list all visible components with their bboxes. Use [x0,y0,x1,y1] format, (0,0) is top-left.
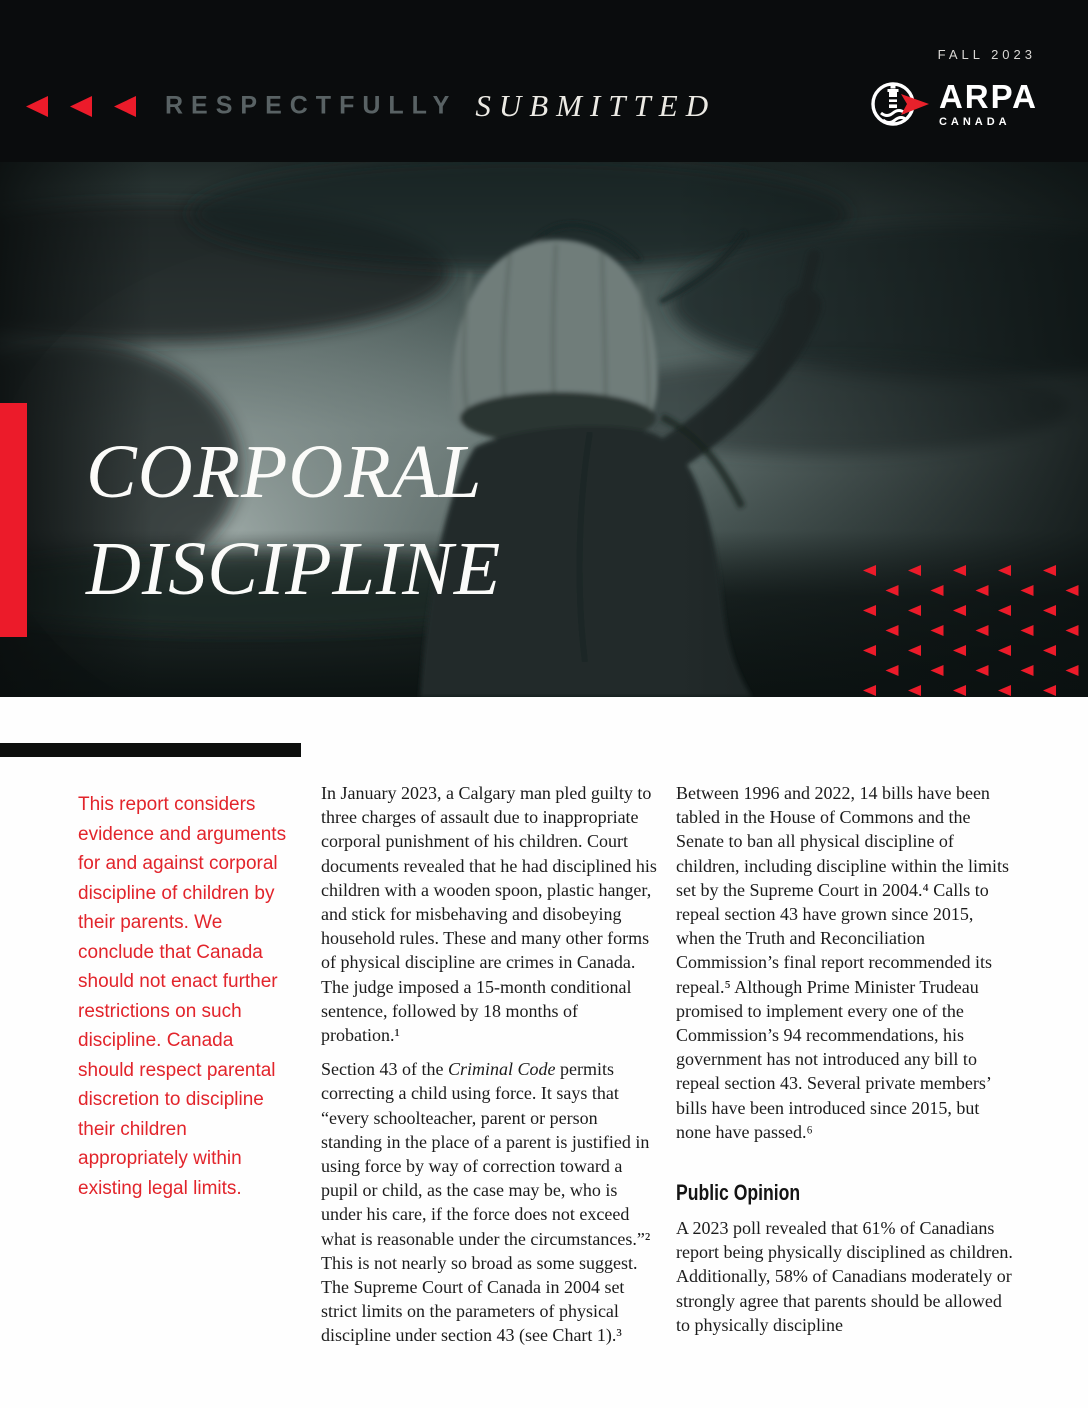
lighthouse-circle-icon [859,72,931,136]
logo-text [939,80,1038,128]
red-accent-bar [0,403,27,637]
italic-citation: Criminal Code [447,1059,556,1080]
logo-name: ARPA [938,78,1038,115]
arpa-logo [859,72,1038,136]
issue-date: FALL 2023 [937,47,1036,62]
intro-callout: This report considers evidence and arguments for and against corporal discipline of children by their parents. We conclude that Canada should not enact further restrictions on such discipline. Canada should respect parental discretion to discipline their children appropriately within existing legal limits. [78,794,287,1199]
series-title [165,88,716,124]
public-opinion-heading: Public Opinion [676,1180,801,1206]
page-title [86,424,501,618]
series-word-submitted: SUBMITTED [475,88,717,123]
paragraph: A 2023 poll revealed that 61% of Canadians report being physically disciplined as children. Additionally, 58% of Canadians moderately or strongly agree that parents should be allowed to physically discipline [676,1218,1013,1335]
paragraph-text: Section 43 of the [321,1059,448,1080]
section-divider [0,743,301,757]
triangle-pattern [862,562,1088,697]
hero-image [0,162,1088,697]
paragraph: Between 1996 and 2022, 14 bills have been tabled in the House of Commons and the Senate to ban all physical discipline of children, including discipline within the limits set by the Supreme Court in 2004.⁴ Calls to repeal section 43 have grown since 2015, when the Truth and Reconciliation Commission’s final report recommended its repeal.⁵ Although Prime Minister Trudeau promised to implement every one of the Commission’s 94 recommendations, his government has not introduced any bill to repeal section 43. Several private members’ bills have been introduced since 2015, but none have passed.⁶ [676,783,1009,1142]
paragraph [321,1057,657,1347]
logo-subtitle: CANADA [938,116,1011,128]
title-line-2: DISCIPLINE [86,527,502,611]
title-line-1: CORPORAL [86,430,483,514]
triangle-bullets-icon [26,96,136,117]
left-triangle-icon [70,96,92,117]
body-column-2 [676,781,1014,1337]
left-triangle-icon [114,96,136,117]
paragraph: In January 2023, a Calgary man pled guilty to three charges of assault due to inappropriate corporal punishment of his children. Court documents revealed that he had disciplined his children with a wooden spoon, plastic hanger, and stick for misbehaving and disobeying household rules. These and many other forms of physical discipline are crimes in Canada. The judge imposed a 15-month conditional sentence, followed by 18 months of probation.¹ [321,783,657,1046]
masthead [0,0,1088,162]
paragraph-text: permits correcting a child using force. It says that “every schoolteacher, parent or person standing in the place of a parent is justified in using force by way of correction toward a pupil or child, as the case may be, who is under his care, if the force does not exceed what is reasonable under the circumstances.”² This is not nearly so broad as some suggest. The Supreme Court of Canada in 2004 set strict limits on the parameters of physical discipline under section 43 (see Chart 1).³ [321,1059,651,1346]
series-word-respectfully: RESPECTFULLY [165,91,458,120]
left-triangle-icon [26,96,48,117]
body-column-1 [321,781,657,1348]
